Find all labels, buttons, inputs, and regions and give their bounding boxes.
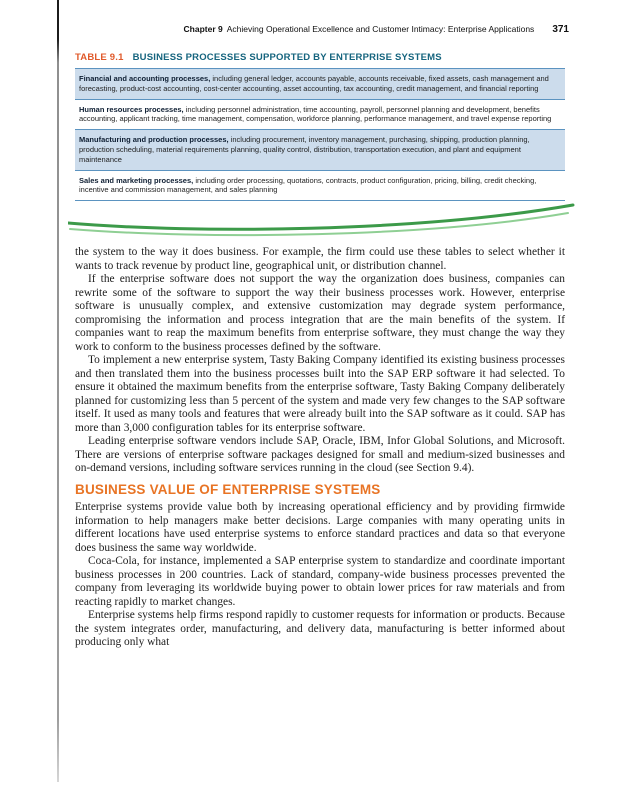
running-head: [75, 24, 569, 35]
table-name: BUSINESS PROCESSES SUPPORTED BY ENTERPRISE SYSTEMS: [132, 52, 442, 63]
green-swoosh-decoration: [68, 200, 580, 240]
body-paragraph: To implement a new enterprise system, Tasty Baking Company identified its existing business processes and then translated them into the business processes built into the SAP ERP software it had selected. To ensure it obtained the maximum benefits from the enterprise software, Tasty Baking Company deliberately planned for customizing less than 5 percent of the system and made very few changes to the SAP software itself. It used as many tools and features that were already built into the SAP software as it could. SAP has more than 3,000 configuration tables for its enterprise software.: [75, 354, 565, 434]
body-paragraph: the system to the way it does business. For example, the firm could use these tables to select whether it wants to track revenue by product line, geographical unit, or distribution channel.: [75, 246, 565, 272]
page-number: 371: [552, 24, 569, 35]
chapter-label: Chapter 9: [183, 24, 223, 34]
body-paragraph: Coca-Cola, for instance, implemented a SAP enterprise system to standardize and coordinate important business processes in 200 countries. Lack of standard, company-wide business processes prevented the company from leveraging its worldwide buying power to obtain lower prices for raw materials and from reacting rapidly to market changes.: [75, 555, 565, 608]
table-row: [75, 130, 565, 170]
body-paragraph: If the enterprise software does not support the way the organization does business, companies can rewrite some of the software to support the way their business processes work. However, enterprise software is unusually complex, and extensive customization may degrade system performance, compromising the information and process integration that are the main benefits of the system. If companies want to reap the maximum benefits from enterprise software, they must change the way they work to conform to the business processes defined by the software.: [75, 273, 565, 353]
chapter-title: Achieving Operational Excellence and Customer Intimacy: Enterprise Applications: [226, 24, 535, 34]
row-text: including general ledger, accounts payable, accounts receivable, fixed assets, cash management and forecasting, product-cost accounting, cost-center accounting, asset accounting, tax accounting, credit management, and financial reporting: [79, 74, 549, 93]
row-text: including order processing, quotations, contracts, product configuration, pricing, billing, credit checking, incentive and commission management, and sales planning: [79, 175, 537, 195]
row-lead: Manufacturing and production processes,: [79, 135, 229, 145]
row-text: including personnel administration, time accounting, payroll, personnel planning and development, benefits accounting, applicant tracking, time management, compensation, workforce planning, performance management, and travel expense reporting: [79, 104, 552, 124]
table-title: [75, 52, 565, 63]
table-row: [75, 171, 565, 202]
body-paragraph: Enterprise systems provide value both by increasing operational efficiency and by providing firmwide information to help managers make better decisions. Large companies with many operating units in different locations have used enterprise systems to enforce standard practices and data so that everyone does business the same way worldwide.: [75, 501, 565, 554]
table-rows: [75, 68, 565, 201]
table-row: [75, 69, 565, 100]
table-row: [75, 100, 565, 131]
body-paragraph: Leading enterprise software vendors include SAP, Oracle, IBM, Infor Global Solutions, and Microsoft. There are versions of enterprise software packages designed for small and medium-sized businesses and on-demand versions, including software services running in the cloud (see Section 9.4).: [75, 435, 565, 474]
page-gutter-line: [57, 0, 59, 782]
section-heading: BUSINESS VALUE OF ENTERPRISE SYSTEMS: [75, 481, 381, 497]
row-lead: Sales and marketing processes,: [79, 175, 194, 185]
row-text: including procurement, inventory management, purchasing, shipping, production planning, production scheduling, material requirements planning, quality control, distribution, transportation execution, and plant and equipment maintenance: [79, 135, 530, 164]
table-9-1: [75, 52, 565, 201]
body-text: [75, 246, 565, 650]
row-lead: Human resources processes,: [79, 104, 184, 114]
table-label: TABLE 9.1: [75, 52, 124, 63]
row-lead: Financial and accounting processes,: [79, 74, 211, 83]
body-paragraph: Enterprise systems help firms respond rapidly to customer requests for information or products. Because the system integrates order, manufacturing, and delivery data, manufacturing is better informed about producing only what: [75, 609, 565, 648]
